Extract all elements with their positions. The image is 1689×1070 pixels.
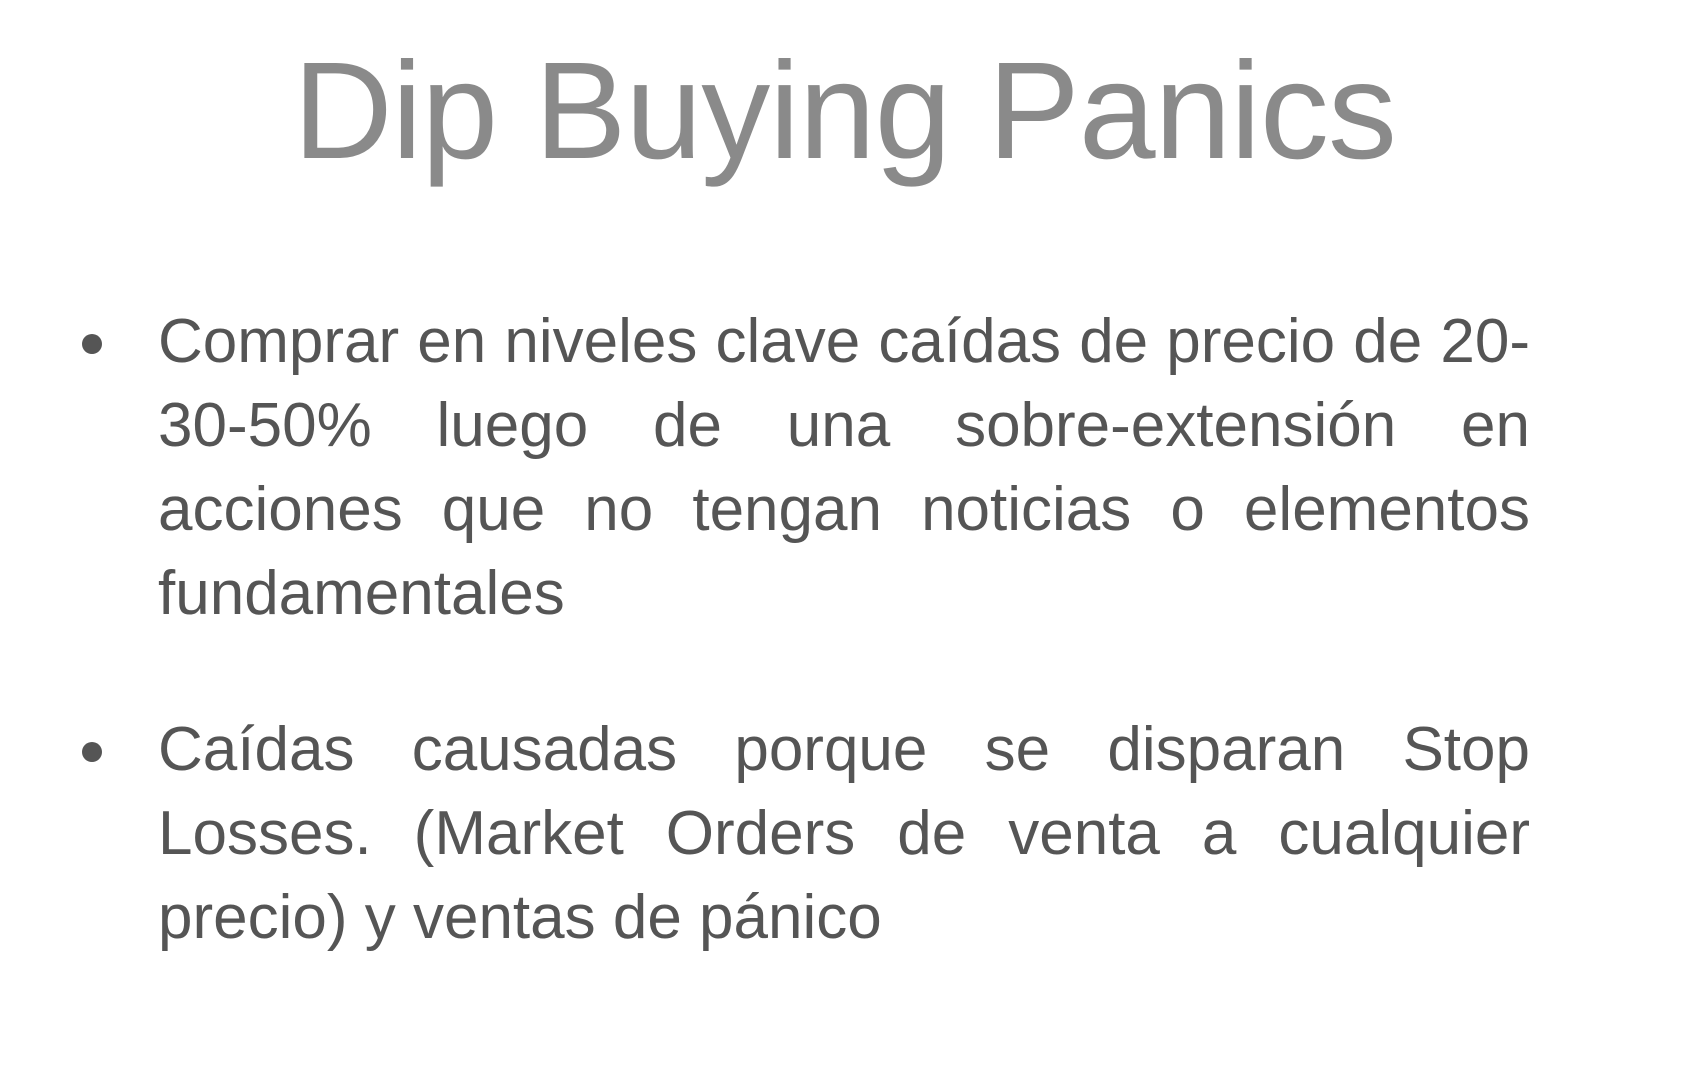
- bullet-item: [80, 300, 1530, 636]
- bullet-text: Caídas causadas porque se disparan Stop Losses. (Market Orders de venta a cualquier precio) y ventas de pánico: [158, 715, 1530, 952]
- bullet-text: Comprar en niveles clave caídas de precio de 20-30-50% luego de una sobre-extensión en acciones que no tengan noticias o elementos fundamentales: [158, 307, 1530, 628]
- bullet-item: [80, 708, 1530, 960]
- slide-title: Dip Buying Panics: [293, 34, 1396, 188]
- bullet-dot-icon: [82, 742, 102, 762]
- bullet-dot-icon: [82, 334, 102, 354]
- bullet-list: [80, 300, 1530, 960]
